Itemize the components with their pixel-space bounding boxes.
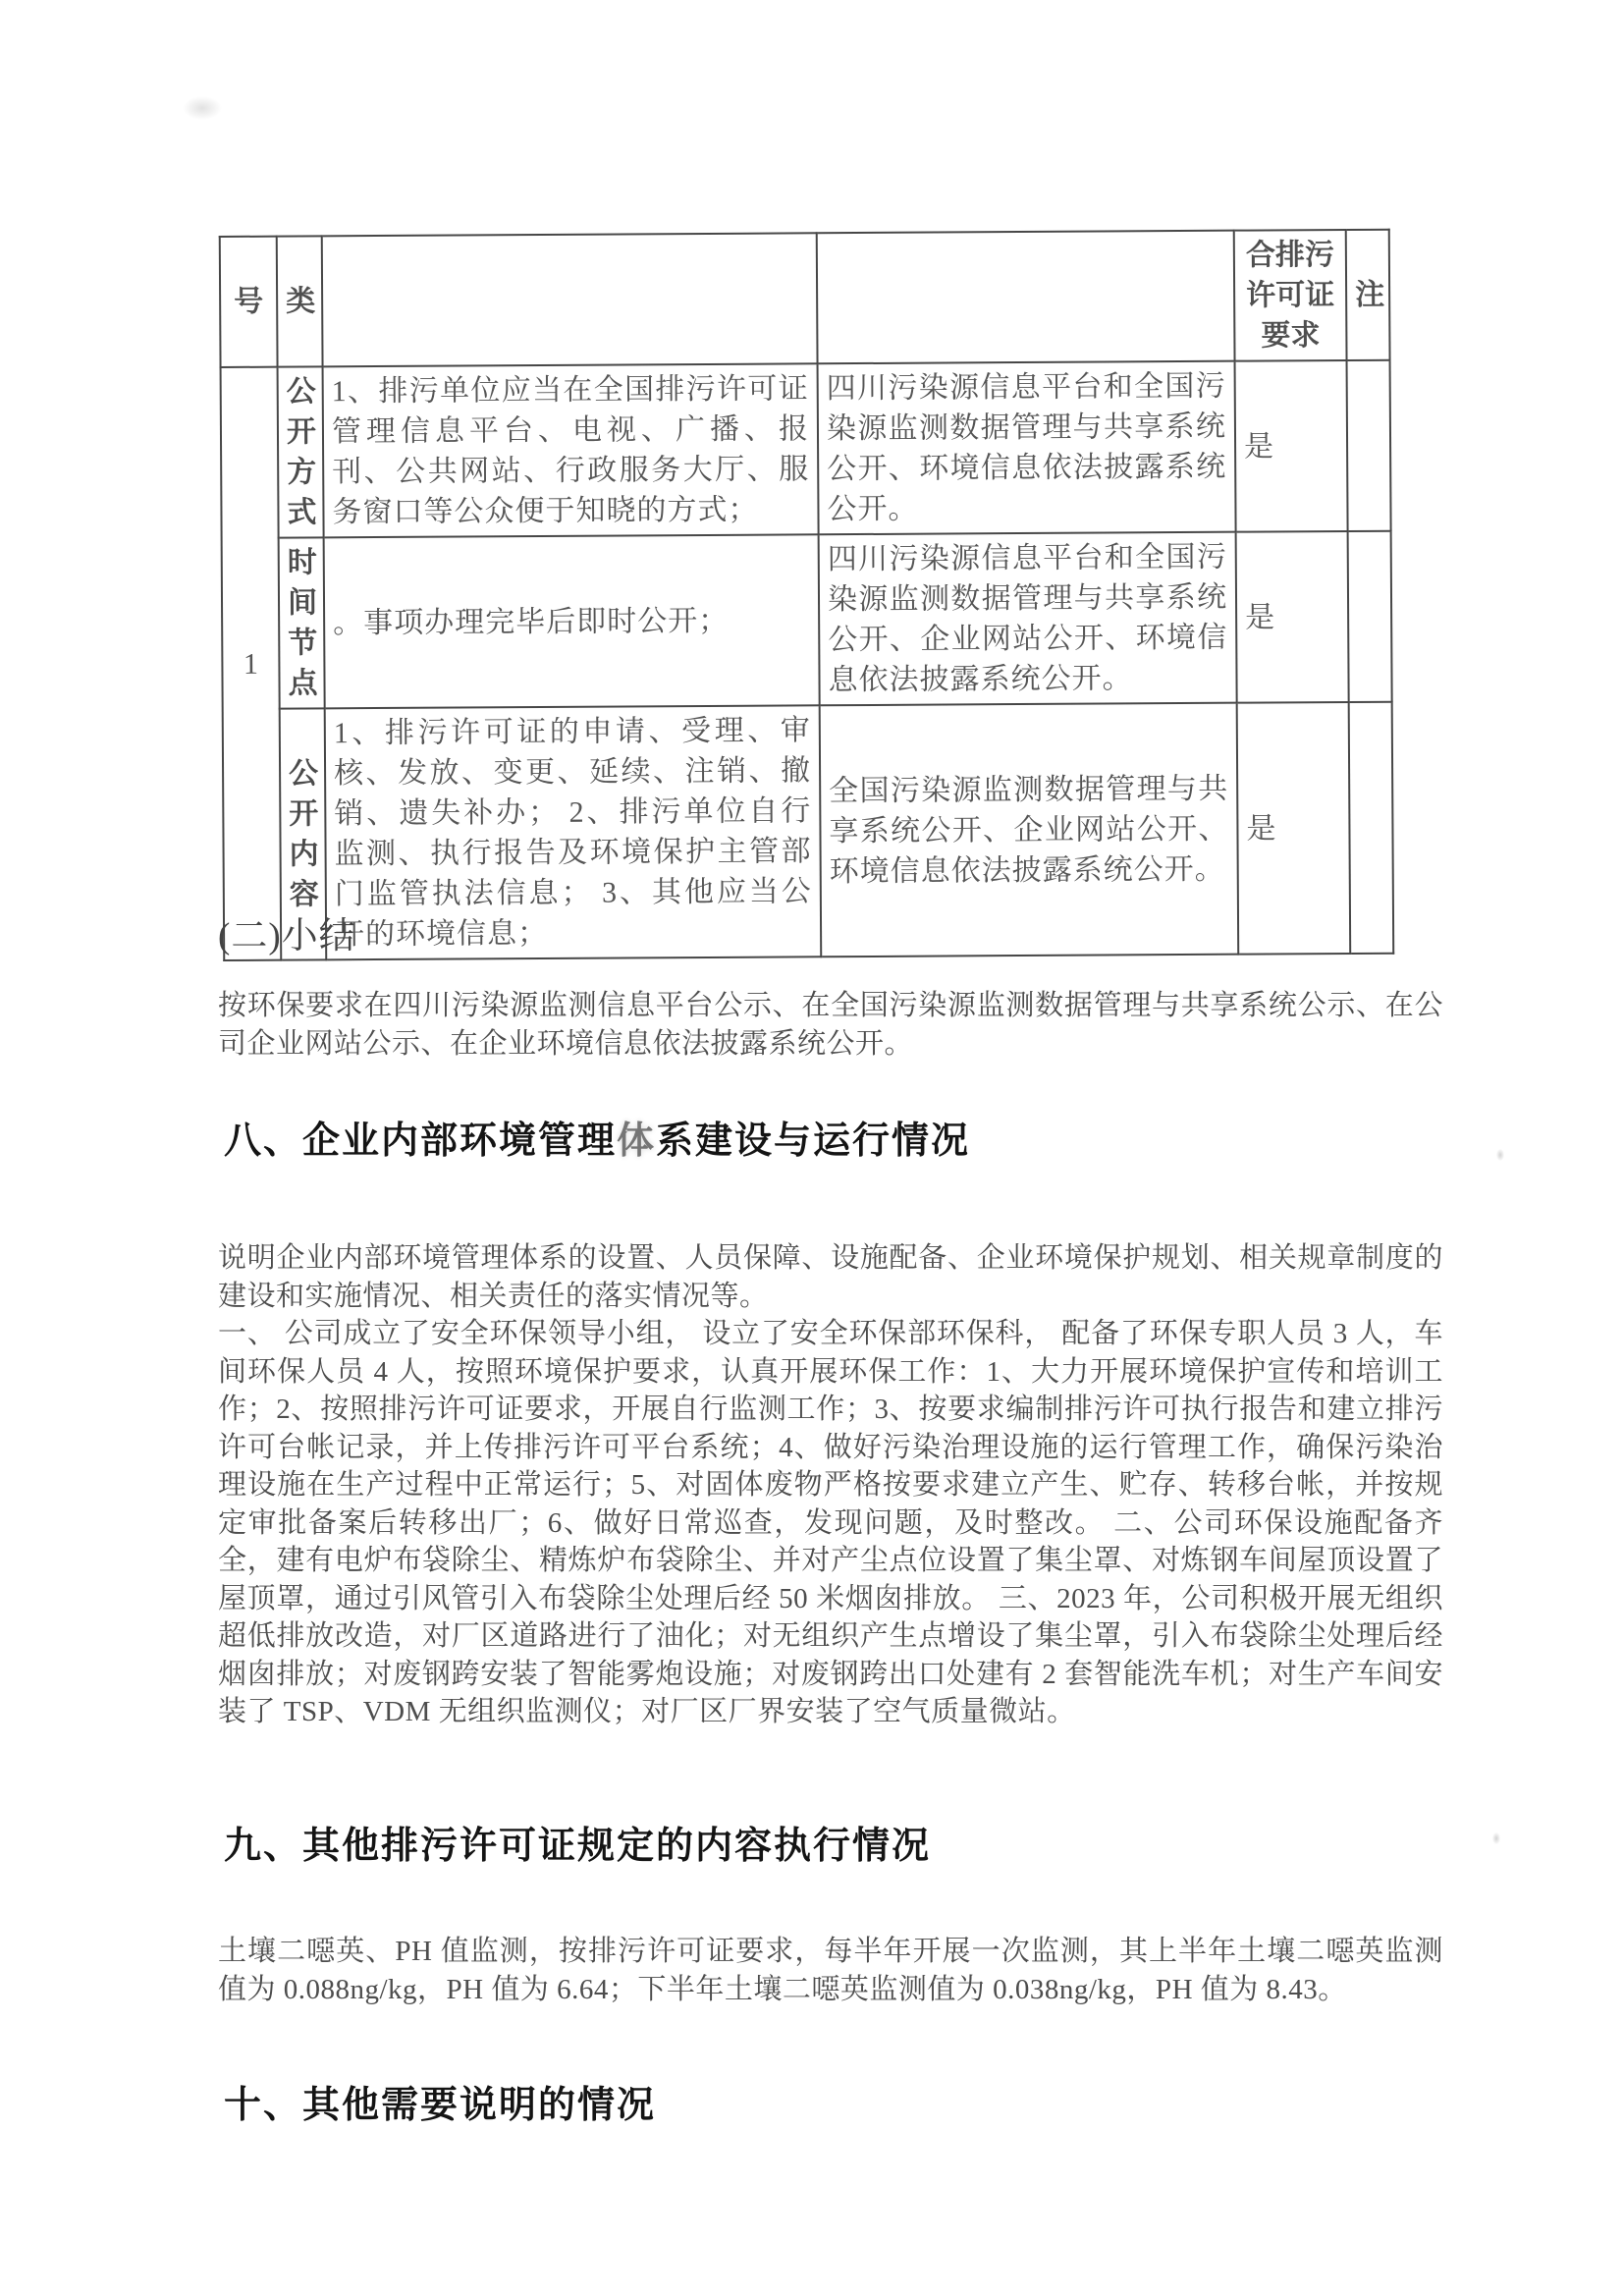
header-col-note: 注 xyxy=(1346,230,1390,360)
requirement-cell: 1、排污单位应当在全国排污许可证管理信息平台、电视、广播、报刊、公共网站、行政服务大厅、服务窗口等公众便于知晓的方式； xyxy=(323,363,819,537)
section8-heading-highlight: 体 xyxy=(617,1121,657,1162)
section9-heading: 九、其他排污许可证规定的内容执行情况 xyxy=(224,1826,932,1867)
requirement-cell: 1、排污许可证的申请、受理、审核、发放、变更、延续、注销、撤销、遗失补办； 2、排污单位自行监测、执行报告及环境保护主管部门监管执法信息； 3、其他应当公开的环境信息； xyxy=(325,705,822,959)
note-cell xyxy=(1347,360,1391,531)
scan-speck xyxy=(1492,1832,1500,1844)
category-cell: 公开内容 xyxy=(280,708,327,959)
compliance-cell: 是 xyxy=(1237,702,1351,955)
table-row xyxy=(221,360,1391,538)
compliance-cell: 是 xyxy=(1235,360,1348,532)
section8-heading xyxy=(224,1110,970,1164)
section10-heading: 十、其他需要说明的情况 xyxy=(224,2085,657,2126)
category-cell: 公开方式 xyxy=(278,366,324,537)
actual-cell: 四川污染源信息平台和全国污染源监测数据管理与共享系统公开、企业网站公开、环境信息依法披露系统公开。 xyxy=(819,532,1237,706)
table-header-row xyxy=(220,230,1390,367)
header-col-category: 类 xyxy=(277,236,323,366)
disclosure-table xyxy=(219,229,1394,961)
compliance-cell: 是 xyxy=(1236,531,1349,703)
section8-paragraph: 说明企业内部环境管理体系的设置、人员保障、设施配备、企业环境保护规划、相关规章制度的建设和实施情况、相关责任的落实情况等。 xyxy=(218,1242,1443,1312)
header-col-actual xyxy=(817,231,1235,364)
row-number-cell: 1 xyxy=(221,367,282,960)
requirement-cell: 。事项办理完毕后即时公开； xyxy=(324,534,820,708)
scan-speck xyxy=(1496,1149,1504,1161)
section9-paragraph: 土壤二噁英、PH 值监测，按排污许可证要求，每半年开展一次监测，其上半年土壤二噁英监测值为 0.088ng/kg，PH 值为 6.64；下半年土壤二噁英监测值为 0.038ng/kg，PH 值为 8.43。 xyxy=(218,1936,1443,2005)
actual-cell: 全国污染源监测数据管理与共享系统公开、企业网站公开、环境信息依法披露系统公开。 xyxy=(820,703,1239,957)
header-col-no: 号 xyxy=(220,237,278,367)
category-cell: 时间节点 xyxy=(279,537,325,708)
summary-paragraph xyxy=(218,987,1443,1063)
section8-heading-suffix: 系建设与运行情况 xyxy=(656,1121,971,1162)
section8-paragraph: 一、 公司成立了安全环保领导小组， 设立了安全环保部环保科， 配备了环保专职人员 3 人，车间环保人员 4 人，按照环境保护要求，认真开展环保工作：1、大力开展环境保护宣传和培训工作；2、按照排污许可证要求，开展自行监测工作；3、按要求编制排污许可执行报告和建立排污许可台帐记录，并上传排污许可平台系统；4、做好污染治理设施的运行管理工作，确保污染治理设施在生产过程中正常运行；5、对固体废物严格按要求建立产生、贮存、转移台帐，并按规定审批备案后转移出厂；6、做好日常巡查，发现问题，及时整改。 二、公司环保设施配备齐全，建有电炉布袋除尘、精炼炉布袋除尘、并对产尘点位设置了集尘罩、对炼钢车间屋顶设置了屋顶罩，通过引风管引入布袋除尘处理后经 50 米烟囱排放。 三、2023 年，公司积极开展无组织超低排放改造，对厂区道路进行了油化；对无组织产生点增设了集尘罩，引入布袋除尘处理后经烟囱排放；对废钢跨安装了智能雾炮设施；对废钢跨出口处建有 2 套智能洗车机；对生产车间安装了 TSP、VDM 无组织监测仪；对厂区厂界安装了空气质量微站。 xyxy=(218,1318,1443,1727)
actual-cell: 四川污染源信息平台和全国污染源监测数据管理与共享系统公开、环境信息依法披露系统公开。 xyxy=(818,361,1236,535)
note-cell xyxy=(1349,702,1394,954)
disclosure-table-wrapper xyxy=(219,229,1394,961)
section9-body xyxy=(218,1933,1443,2008)
table-row xyxy=(222,531,1392,709)
section8-body xyxy=(218,1239,1443,1731)
summary-text: 按环保要求在四川污染源监测信息平台公示、在全国污染源监测数据管理与共享系统公示、在公司企业网站公示、在企业环境信息依法披露系统公开。 xyxy=(218,990,1443,1060)
section8-heading-prefix: 八、企业内部环境管理 xyxy=(224,1121,618,1162)
header-col-requirement xyxy=(322,233,818,366)
table-row xyxy=(223,702,1394,960)
header-col-compliance: 合排污许可证要求 xyxy=(1234,230,1347,361)
note-cell xyxy=(1348,531,1392,702)
scan-smudge xyxy=(183,96,222,120)
subsection-title: (二)小结 xyxy=(218,916,356,957)
